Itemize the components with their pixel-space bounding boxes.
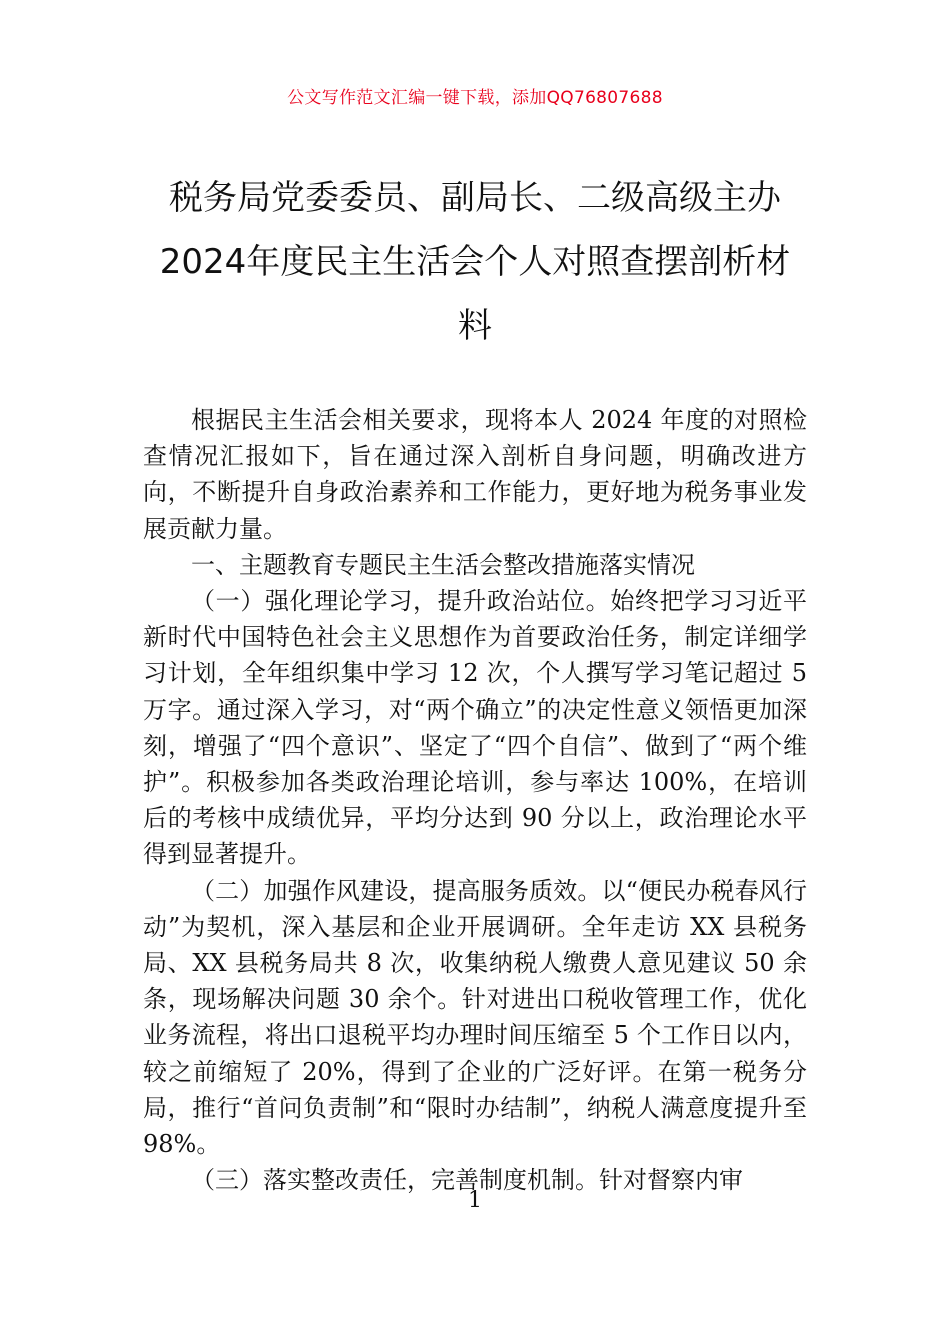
section-heading-1: 一、主题教育专题民主生活会整改措施落实情况	[191, 550, 695, 579]
title-line-2: 2024年度民主生活会个人对照查摆剖析材	[159, 242, 791, 282]
document-title	[100, 166, 850, 358]
title-line-1: 税务局党委委员、副局长、二级高级主办	[169, 178, 781, 218]
subsection-2-paragraph: （二）加强作风建设，提高服务质效。以“便民办税春风行动”为契机，深入基层和企业开展调研。全年走访 XX 县税务局、XX 县税务局共 8 次，收集纳税人缴费人意见建议 50 余条，现场解决问题 30 余个。针对进出口税收管理工作，优化业务流程，将出口退税平均办理时间压缩至 5 个工作日以内，较之前缩短了 20%，得到了企业的广泛好评。在第一税务分局，推行“首问负责制”和“限时办结制”，纳税人满意度提升至 98%。	[143, 876, 807, 1159]
title-line-3: 料	[458, 306, 492, 346]
download-notice: 公文写作范文汇编一键下载，添加QQ76807688	[287, 88, 663, 108]
intro-paragraph: 根据民主生活会相关要求，现将本人 2024 年度的对照检查情况汇报如下，旨在通过深入剖析自身问题，明确改进方向，不断提升自身政治素养和工作能力，更好地为税务事业发展贡献力量。	[143, 406, 807, 543]
page-number: 1	[468, 1188, 482, 1213]
subsection-1-paragraph: （一）强化理论学习，提升政治站位。始终把学习习近平新时代中国特色社会主义思想作为首要政治任务，制定详细学习计划，全年组织集中学习 12 次，个人撰写学习笔记超过 5 万字。通过深入学习，对“两个确立”的决定性意义领悟更加深刻，增强了“四个意识”、坚定了“四个自信”、做到了“两个维护”。积极参加各类政治理论培训，参与率达 100%，在培训后的考核中成绩优异，平均分达到 90 分以上，政治理论水平得到显著提升。	[143, 587, 807, 869]
document-body	[143, 402, 807, 1198]
subsection-3-paragraph: （三）落实整改责任，完善制度机制。针对督察内审	[191, 1166, 743, 1195]
